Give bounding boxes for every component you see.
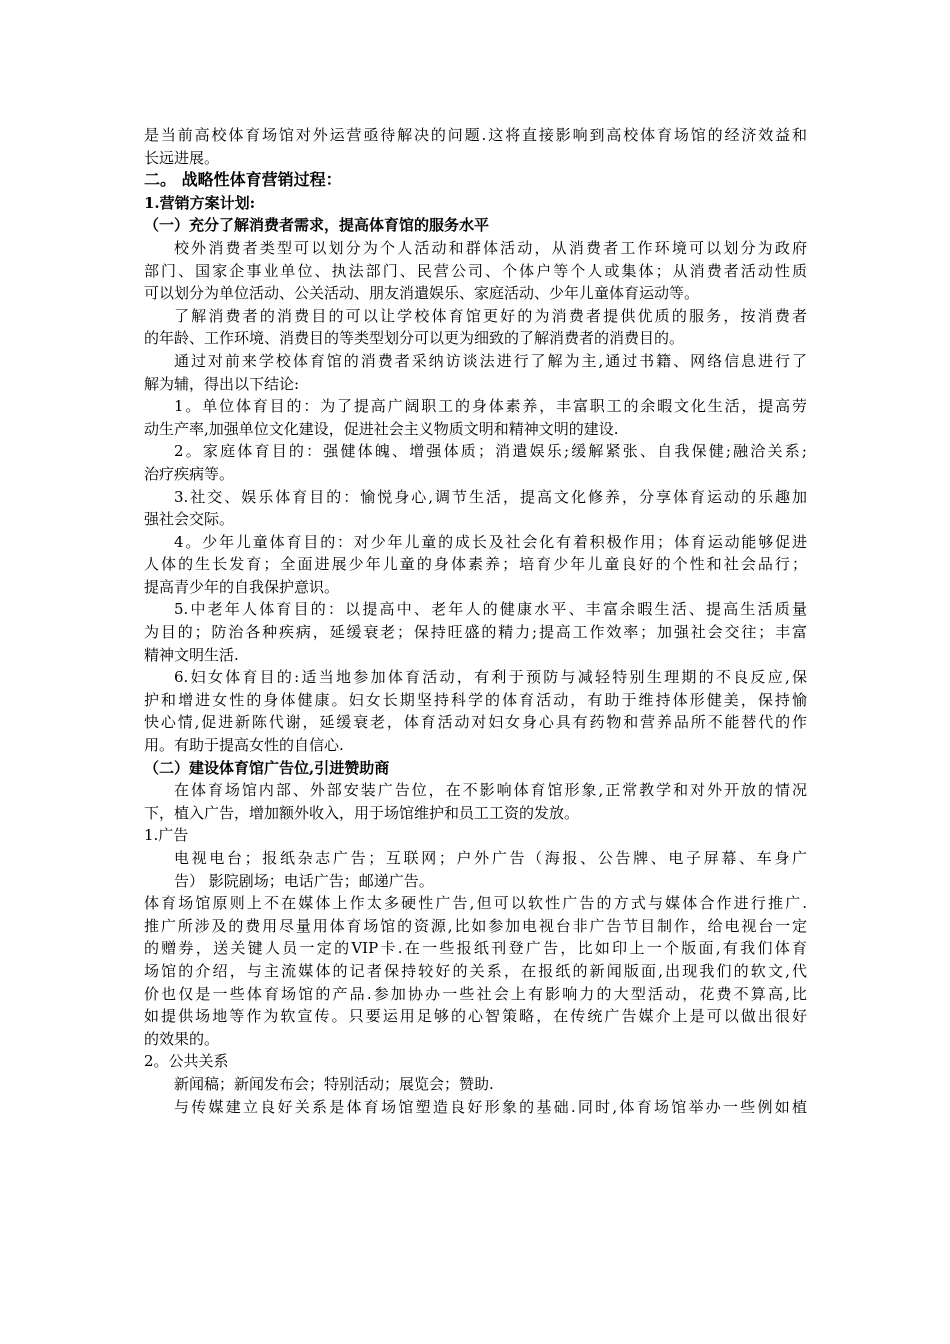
text-line: 新闻稿；新闻发布会；特别活动；展览会；赞助. [174, 1074, 494, 1093]
text-line: 提高青少年的自我保护意识。 [144, 577, 340, 596]
text-line: 为目的；防治各种疾病，延缓衰老；保持旺盛的精力;提高工作效率；加强社会交往；丰富 [144, 623, 807, 642]
text-line: 动生产率,加强单位文化建设，促进社会主义物质文明和精神文明的建设. [144, 419, 619, 438]
text-line: 与传媒建立良好关系是体育场馆塑造良好形象的基础.同时,体育场馆举办一些例如植 [174, 1097, 807, 1116]
text-line: 4。少年儿童体育目的：对少年儿童的成长及社会化有着积极作用；体育运动能够促进 [174, 532, 807, 551]
text-line: 校外消费者类型可以划分为个人活动和群体活动，从消费者工作环境可以划分为政府 [174, 238, 807, 257]
text-line: 部门、国家企事业单位、执法部门、民营公司、个体户等个人或集体；从消费者活动性质 [144, 261, 807, 280]
text-line: 电视电台；报纸杂志广告；互联网；户外广告（海报、公告牌、电子屏幕、车身广 [174, 849, 807, 867]
text-line: 的效果的。 [144, 1029, 220, 1048]
text-line: 场馆的介绍，与主流媒体的记者保持较好的关系，在报纸的新闻版面,出现我们的软文,代 [144, 961, 807, 980]
text-line: 告） 影院剧场；电话广告；邮递广告。 [174, 871, 434, 890]
text-line: 6.妇女体育目的:适当地参加体育活动，有利于预防与减轻特别生理期的不良反应,保 [174, 668, 807, 687]
text-line: 可以划分为单位活动、公关活动、朋友消遣娱乐、家庭活动、少年儿童体育运动等。 [144, 284, 700, 303]
text-line: 的年龄、工作环境、消费目的等类型划分可以更为细致的了解消费者的消费目的。 [144, 329, 685, 348]
text-line: 2。家庭体育目的：强健体魄、增强体质；消遣娱乐;缓解紧张、自我保健;融洽关系; [174, 442, 807, 461]
text-line: 用。有助于提高女性的自信心. [144, 736, 344, 755]
text-line: 1.广告 [144, 826, 189, 845]
text-line: 如提供场地等作为软宣传。只要运用足够的心智策略，在传统广告媒介上是可以做出很好 [144, 1007, 807, 1026]
text-line: 了解消费者的消费目的可以让学校体育馆更好的为消费者提供优质的服务，按消费者 [174, 306, 807, 325]
text-line: 5.中老年人体育目的：以提高中、老年人的健康水平、丰富余暇生活、提高生活质量 [174, 600, 807, 619]
text-line: 精神文明生活. [144, 645, 239, 664]
section-heading: （一）充分了解消费者需求，提高体育馆的服务水平 [144, 216, 490, 235]
section-heading: （二）建设体育馆广告位,引进赞助商 [144, 758, 390, 777]
text-line: 的赠券，送关键人员一定的VIP卡.在一些报纸刊登广告，比如印上一个版面,有我们体育 [144, 939, 807, 958]
text-line: 3.社交、娱乐体育目的：愉悦身心,调节生活，提高文化修养，分享体育运动的乐趣加 [174, 487, 807, 506]
text-line: 通过对前来学校体育馆的消费者采纳访谈法进行了解为主,通过书籍、网络信息进行了 [174, 351, 807, 370]
text-line: 治疗疾病等。 [144, 464, 235, 483]
text-line: 长远进展。 [144, 148, 220, 167]
text-line: 推广所涉及的费用尽量用体育场馆的资源,比如参加电视台非广告节目制作，给电视台一定 [144, 916, 807, 935]
text-line: 2。公共关系 [144, 1052, 229, 1071]
text-line: 解为辅，得出以下结论: [144, 374, 300, 393]
text-line: 是当前高校体育场馆对外运营亟待解决的问题.这将直接影响到高校体育场馆的经济效益和 [144, 126, 807, 144]
text-line: 体育场馆原则上不在媒体上作太多硬性广告,但可以软性广告的方式与媒体合作进行推广. [144, 894, 807, 913]
section-heading: 1.营销方案计划: [144, 193, 256, 212]
text-line: 下，植入广告，增加额外收入，用于场馆维护和员工工资的发放。 [144, 803, 580, 822]
text-line: 1。单位体育目的：为了提高广阔职工的身体素养，丰富职工的余暇文化生活，提高劳 [174, 397, 807, 416]
text-line: 在体育场馆内部、外部安装广告位，在不影响体育馆形象,正常教学和对外开放的情况 [174, 781, 807, 800]
text-line: 快心情,促进新陈代谢，延缓衰老，体育活动对妇女身心具有药物和营养品所不能替代的作 [144, 713, 807, 732]
document-page [144, 124, 807, 1118]
text-line: 强社会交际。 [144, 510, 235, 529]
text-line: 价也仅是一些体育场馆的产品.参加协办一些社会上有影响力的大型活动，花费不算高,比 [144, 984, 807, 1003]
text-line: 人体的生长发育；全面进展少年儿童的身体素养；培育少年儿童良好的个性和社会品行； [144, 555, 807, 574]
text-line: 护和增进女性的身体健康。妇女长期坚持科学的体育活动，有助于维持体形健美，保持愉 [144, 690, 807, 709]
section-heading: 二。 战略性体育营销过程： [144, 170, 342, 190]
